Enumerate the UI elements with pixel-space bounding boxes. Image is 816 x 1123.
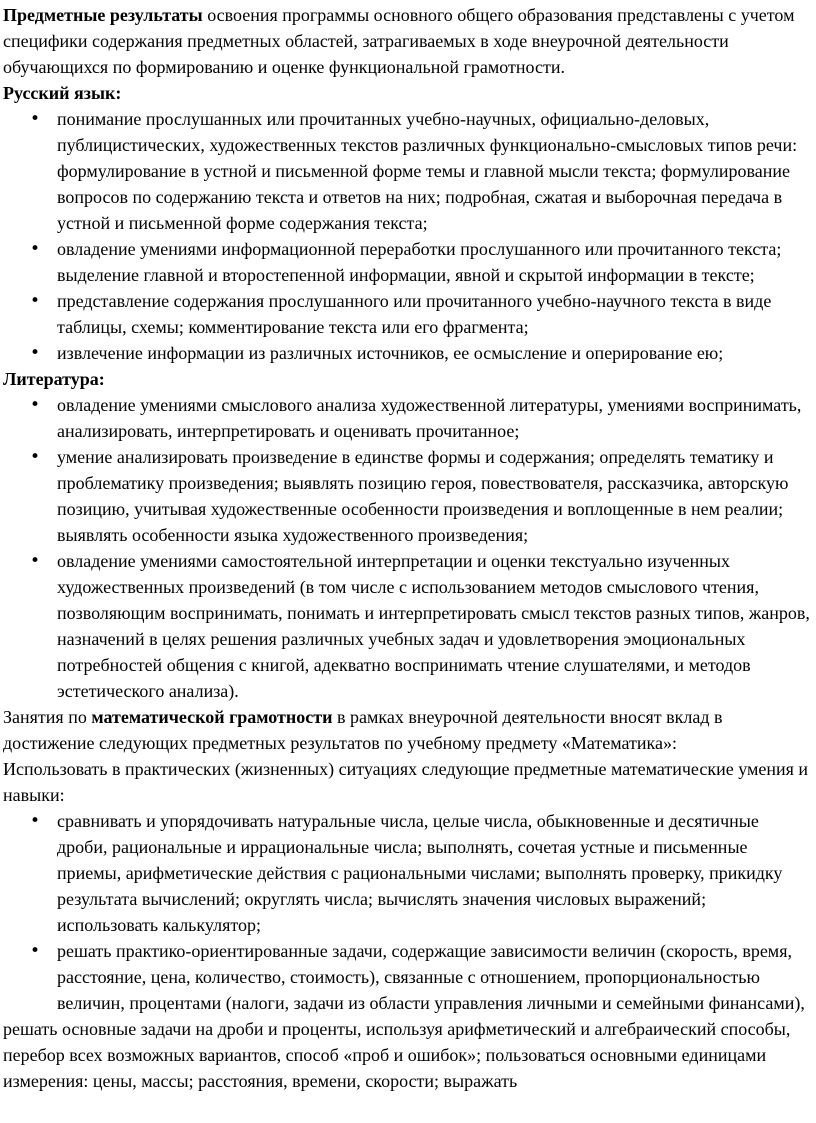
math-pre: Занятия по <box>3 707 92 727</box>
russian-list <box>3 106 810 366</box>
math-post: в рамках внеурочной деятельности вносят вклад в достижение следующих предметных результатов по учебному предмету «Математика»: <box>3 707 723 753</box>
list-item: • понимание прослушанных или прочитанных учебно-научных, официально-деловых, публицистических, художественных текстов различных функционально-смысловых типов речи: формулирование в устной и письменной форме темы и главной мысли текста; формулирование вопросов по содержанию текста и ответов на них; подробная, сжатая и выборочная передача в устной и письменной форме содержания текста; <box>57 106 810 236</box>
math-paragraph <box>3 704 810 756</box>
literature-heading: Литература: <box>3 369 105 389</box>
intro-bold-term: Предметные результаты <box>3 5 203 25</box>
intro-paragraph <box>3 2 810 80</box>
math-tail: решать основные задачи на дроби и проценты, используя арифметический и алгебраический способы, перебор всех возможных вариантов, способ «проб и ошибок»; пользоваться основными единицами измерения: цены, массы; расстояния, времени, скорости; выражать <box>3 1019 791 1091</box>
russian-heading: Русский язык: <box>3 83 122 103</box>
intro-text: освоения программы основного общего образования представлены с учетом специфики содержания предметных областей, затрагиваемых в ходе внеурочной деятельности обучающихся по формированию и оценке функциональной грамотности. <box>3 5 795 77</box>
list-item: • извлечение информации из различных источников, ее осмысление и оперирование ею; <box>57 340 810 366</box>
literature-list <box>3 392 810 704</box>
list-item: • решать практико-ориентированные задачи, содержащие зависимости величин (скорость, время, расстояние, цена, количество, стоимость), связанные с отношением, пропорциональностью величин, процентами (налоги, задачи из области управления личными и семейными финансами), <box>57 938 810 1016</box>
list-item: • сравнивать и упорядочивать натуральные числа, целые числа, обыкновенные и десятичные дроби, рациональные и иррациональные числа; выполнять, сочетая устные и письменные приемы, арифметические действия с рациональными числами; выполнять проверку, прикидку результата вычислений; округлять числа; вычислять значения числовых выражений; использовать калькулятор; <box>57 808 810 938</box>
list-item: • овладение умениями смыслового анализа художественной литературы, умениями воспринимать, анализировать, интерпретировать и оценивать прочитанное; <box>57 392 810 444</box>
list-item: • умение анализировать произведение в единстве формы и содержания; определять тематику и проблематику произведения; выявлять позицию героя, повествователя, рассказчика, авторскую позицию, учитывая художественные особенности произведения и воплощенные в нем реалии; выявлять особенности языка художественного произведения; <box>57 444 810 548</box>
list-item: • представление содержания прослушанного или прочитанного учебно-научного текста в виде таблицы, схемы; комментирование текста или его фрагмента; <box>57 288 810 340</box>
math-bold-term: математической грамотности <box>91 707 333 727</box>
math-lead: Использовать в практических (жизненных) ситуациях следующие предметные математические умения и навыки: <box>3 759 809 805</box>
list-item: • овладение умениями информационной переработки прослушанного или прочитанного текста; выделение главной и второстепенной информации, явной и скрытой информации в тексте; <box>57 236 810 288</box>
math-list <box>3 808 810 1016</box>
list-item: • овладение умениями самостоятельной интерпретации и оценки текстуально изученных художественных произведений (в том числе с использованием методов смыслового чтения, позволяющим воспринимать, понимать и интерпретировать смысл текстов разных типов, жанров, назначений в целях решения различных учебных задач и удовлетворения эмоциональных потребностей общения с книгой, адекватно воспринимать чтение слушателями, и методов эстетического анализа). <box>57 548 810 704</box>
